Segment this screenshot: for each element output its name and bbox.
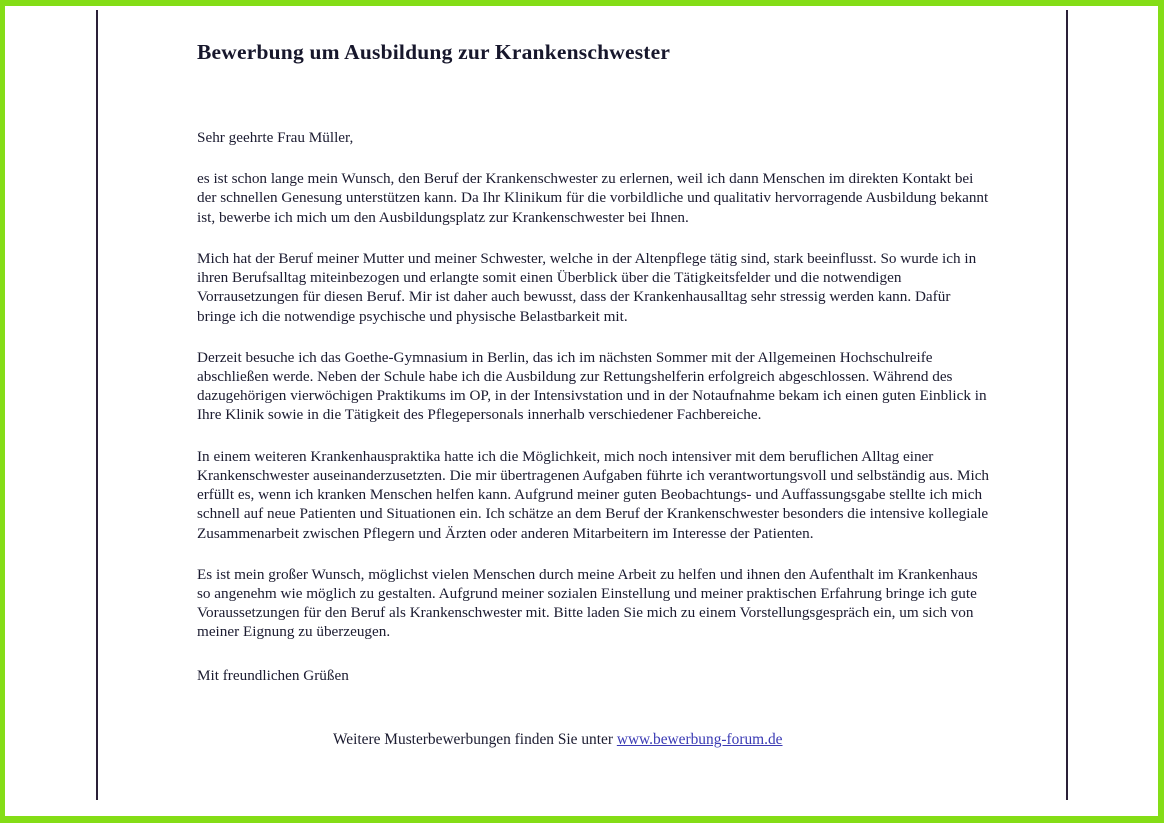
- page-title: Bewerbung um Ausbildung zur Krankenschwester: [197, 40, 671, 64]
- green-frame-top: [0, 0, 1164, 6]
- body-paragraph-1: es ist schon lange mein Wunsch, den Beruf der Krankenschwester zu erlernen, weil ich dann Menschen im direkten Kontakt bei der schnellen Genesung unterstützen kann. Da Ihr Klinikum für die vorbildliche und qualitativ hervorragende Ausbildung bekannt ist, bewerbe ich mich um den Ausbildungsplatz zur Krankenschwester bei Ihnen.: [197, 170, 989, 226]
- green-frame-bottom: [0, 816, 1164, 823]
- document-body: [98, 10, 1066, 800]
- footer-note: [333, 730, 1033, 750]
- closing-line: Mit freundlichen Grüßen: [197, 666, 349, 684]
- body-paragraph-3: Derzeit besuche ich das Goethe-Gymnasium in Berlin, das ich im nächsten Sommer mit der Allgemeinen Hochschulreife abschließen werde. Neben der Schule habe ich die Ausbildung zur Rettungshelferin erfolgreich abgeschlossen. Während des dazugehörigen vierwöchigen Praktikums im OP, in der Intensivstation und in der Notaufnahme bekam ich einen guten Einblick in Ihre Klinik sowie in die Tätigkeit des Pflegepersonals innerhalb verschiedener Fachbereiche.: [197, 348, 987, 424]
- page-rule-right: [1066, 10, 1068, 800]
- document-content: [197, 40, 992, 685]
- salutation-line: Sehr geehrte Frau Müller,: [197, 128, 354, 146]
- green-frame-right: [1158, 0, 1164, 823]
- body-paragraph-4: In einem weiteren Krankenhauspraktika hatte ich die Möglichkeit, mich noch intensiver mit dem beruflichen Alltag einer Krankenschwester auseinanderzusetzten. Die mir übertragenen Aufgaben führte ich verantwortungsvoll und selbständig aus. Mich erfüllt es, wenn ich kranken Menschen helfen kann. Aufgrund meiner guten Beobachtungs- und Auffassungsgabe stellte ich mich schnell auf neue Patienten und Situationen ein. Ich schätze an dem Beruf der Krankenschwester besonders die intensive kollegiale Zusammenarbeit zwischen Pflegern und Ärzten oder anderen Mitarbeitern im Interesse der Patienten.: [197, 447, 990, 542]
- body-paragraph-5: Es ist mein großer Wunsch, möglichst vielen Menschen durch meine Arbeit zu helfen und ihnen den Aufenthalt im Krankenhaus so angenehm wie möglich zu gestalten. Aufgrund meiner sozialen Einstellung und meiner praktischen Erfahrung bringe ich gute Voraussetzungen für den Beruf als Krankenschwester mit. Bitte laden Sie mich zu einem Vorstellungsgespräch ein, um sich von meiner Eignung zu überzeugen.: [197, 565, 978, 641]
- green-frame-left: [0, 0, 5, 823]
- footer-note-text: Weitere Musterbewerbungen finden Sie unter: [333, 731, 617, 748]
- footer-website-link[interactable]: www.bewerbung-forum.de: [616, 731, 783, 748]
- body-paragraph-2: Mich hat der Beruf meiner Mutter und meiner Schwester, welche in der Altenpflege tätig sind, stark beeinflusst. So wurde ich in ihren Berufsalltag miteinbezogen und erlangte somit einen Überblick über die Tätigkeitsfelder und die notwendigen Vorrausetzungen für diesen Beruf. Mir ist daher auch bewusst, dass der Krankenhausalltag sehr stressig werden kann. Dafür bringe ich die notwendige psychische und physische Belastbarkeit mit.: [197, 249, 977, 325]
